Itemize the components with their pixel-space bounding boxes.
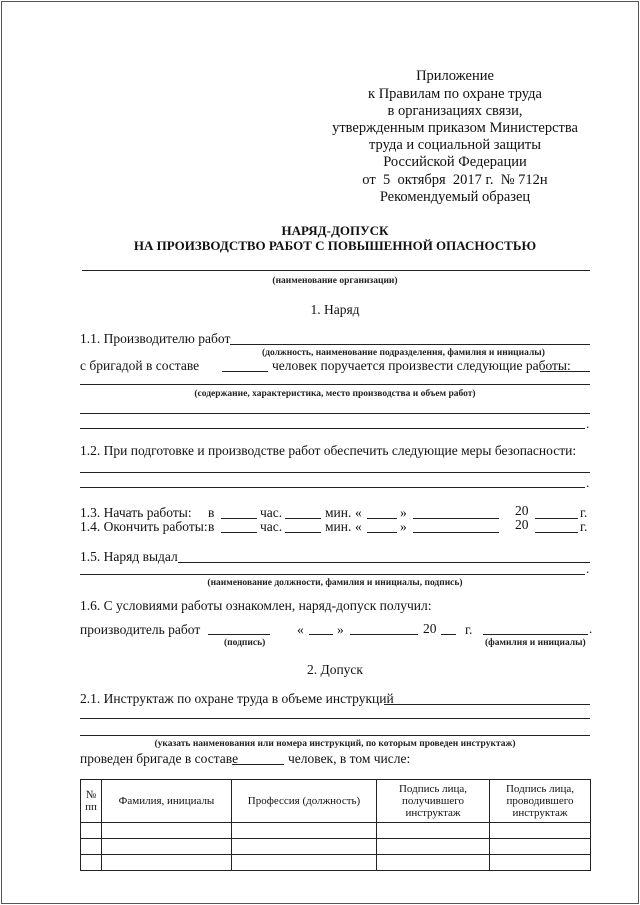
quote-close: » bbox=[400, 519, 407, 534]
p1-1-label: 1.1. Производителю работ bbox=[80, 331, 231, 346]
cell[interactable] bbox=[232, 839, 377, 855]
issued-by-caption: (наименование должности, фамилия и инициалы, подпись) bbox=[207, 578, 463, 588]
quote-close: » bbox=[400, 505, 407, 520]
start-month-field[interactable] bbox=[413, 518, 499, 519]
appendix-line: Приложение bbox=[416, 68, 494, 84]
section2-heading: 2. Допуск bbox=[307, 662, 363, 677]
period: . bbox=[586, 561, 590, 576]
cell[interactable] bbox=[102, 823, 232, 839]
p1-2-label: 1.2. При подготовке и производстве работ обеспечить следующие меры безопасности: bbox=[80, 443, 577, 458]
cell[interactable] bbox=[490, 855, 591, 871]
cell[interactable] bbox=[232, 855, 377, 871]
brigade-text: человек поручается произвести следующие работы: bbox=[272, 358, 571, 373]
table-row bbox=[81, 823, 591, 839]
p1-3-label: 1.3. Начать работы: bbox=[80, 505, 192, 520]
org-caption: (наименование организации) bbox=[272, 276, 398, 286]
period: . bbox=[586, 416, 590, 431]
cell[interactable] bbox=[102, 855, 232, 871]
col-received-signature: Подпись лица, получившего инструктаж bbox=[377, 780, 490, 823]
work-caption: (содержание, характеристика, место производства и объем работ) bbox=[194, 389, 476, 399]
name-caption: (фамилия и инициалы) bbox=[485, 638, 586, 648]
appendix-line: утвержденным приказом Министерства bbox=[332, 120, 578, 136]
cell[interactable] bbox=[490, 823, 591, 839]
receipt-month-field[interactable] bbox=[350, 634, 418, 635]
end-month-field[interactable] bbox=[413, 532, 499, 533]
form-subtitle: НА ПРОИЗВОДСТВО РАБОТ С ПОВЫШЕННОЙ ОПАСНОСТЬЮ bbox=[133, 238, 537, 253]
receipt-year-field[interactable] bbox=[441, 634, 456, 635]
cell[interactable] bbox=[81, 855, 102, 871]
p1-5-label: 1.5. Наряд выдал bbox=[80, 549, 178, 564]
cell[interactable] bbox=[377, 823, 490, 839]
col-profession: Профессия (должность) bbox=[232, 780, 377, 823]
p1-4-label: 1.4. Окончить работы: bbox=[80, 519, 208, 534]
issued-by-field-2[interactable] bbox=[80, 574, 585, 575]
producer-label: производитель работ bbox=[80, 622, 201, 637]
p2-1-label: 2.1. Инструктаж по охране труда в объеме инструкций bbox=[80, 691, 394, 706]
cell[interactable] bbox=[102, 839, 232, 855]
work-field[interactable] bbox=[540, 371, 590, 372]
period: . bbox=[586, 475, 590, 490]
end-day-field[interactable] bbox=[367, 532, 397, 533]
cell[interactable] bbox=[377, 839, 490, 855]
year-suffix: г. bbox=[580, 505, 588, 520]
work-field-2[interactable] bbox=[80, 384, 590, 385]
receiver-name-field[interactable] bbox=[483, 634, 588, 635]
year-suffix: г. bbox=[580, 519, 588, 534]
appendix-line: труда и социальной защиты bbox=[369, 137, 541, 153]
brigade2-text: человек, в том числе: bbox=[288, 751, 411, 766]
cell[interactable] bbox=[81, 823, 102, 839]
quote-close: » bbox=[337, 622, 344, 637]
col-number: № пп bbox=[81, 780, 102, 823]
cell[interactable] bbox=[490, 839, 591, 855]
signature-field[interactable] bbox=[208, 634, 270, 635]
producer-field[interactable] bbox=[230, 344, 590, 345]
receipt-day-field[interactable] bbox=[309, 634, 333, 635]
end-min-field[interactable] bbox=[285, 532, 321, 533]
col-name: Фамилия, инициалы bbox=[102, 780, 232, 823]
cell[interactable] bbox=[81, 839, 102, 855]
cell[interactable] bbox=[232, 823, 377, 839]
issued-by-field[interactable] bbox=[178, 562, 590, 563]
table-row bbox=[81, 839, 591, 855]
minutes-label: мин. bbox=[325, 519, 352, 534]
start-hour-field[interactable] bbox=[221, 518, 257, 519]
quote-open: « bbox=[297, 622, 304, 637]
hours-label: час. bbox=[260, 505, 283, 520]
appendix-line: в организациях связи, bbox=[387, 103, 523, 119]
hours-label: час. bbox=[260, 519, 283, 534]
year-prefix: 20 bbox=[423, 621, 437, 636]
cell[interactable] bbox=[377, 855, 490, 871]
end-year-field[interactable] bbox=[535, 532, 578, 533]
appendix-line: Российской Федерации bbox=[383, 154, 527, 170]
end-hour-field[interactable] bbox=[221, 532, 257, 533]
v-label: в bbox=[208, 519, 215, 534]
year-suffix: г. bbox=[465, 622, 473, 637]
year-prefix: 20 bbox=[515, 503, 529, 518]
briefing-table bbox=[80, 779, 591, 871]
safety-field[interactable] bbox=[80, 472, 590, 473]
start-year-field[interactable] bbox=[535, 518, 578, 519]
org-field[interactable] bbox=[82, 270, 590, 271]
work-field-3[interactable] bbox=[80, 413, 590, 414]
minutes-label: мин. bbox=[325, 505, 352, 520]
table-row bbox=[81, 855, 591, 871]
col-conducted-signature: Подпись лица, проводившего инструктаж bbox=[490, 780, 591, 823]
form-title: НАРЯД-ДОПУСК bbox=[281, 223, 389, 238]
start-day-field[interactable] bbox=[367, 518, 397, 519]
producer-caption: (должность, наименование подразделения, фамилия и инициалы) bbox=[262, 348, 545, 358]
appendix-line: Рекомендуемый образец bbox=[379, 189, 531, 205]
period: . bbox=[589, 621, 593, 636]
brigade2-label: проведен бригаде в составе bbox=[80, 751, 239, 766]
brigade2-size-field[interactable] bbox=[232, 764, 284, 765]
table-header-row bbox=[81, 780, 591, 823]
brigade-size-field[interactable] bbox=[222, 371, 268, 372]
p1-6-label: 1.6. С условиями работы ознакомлен, наряд-допуск получил: bbox=[80, 598, 432, 613]
appendix-line: к Правилам по охране труда bbox=[368, 86, 542, 102]
instructions-field-3[interactable] bbox=[80, 735, 590, 736]
signature-caption: (подпись) bbox=[224, 638, 266, 648]
v-label: в bbox=[208, 505, 215, 520]
quote-open: « bbox=[355, 505, 362, 520]
work-field-4[interactable] bbox=[80, 428, 585, 429]
start-min-field[interactable] bbox=[285, 518, 321, 519]
brigade-label: с бригадой в составе bbox=[80, 358, 200, 373]
instructions-field-2[interactable] bbox=[80, 718, 590, 719]
instructions-caption: (указать наименования или номера инструкций, по которым проведен инструктаж) bbox=[154, 739, 516, 749]
section1-heading: 1. Наряд bbox=[310, 302, 360, 317]
appendix-line: от 5 октября 2017 г. № 712н bbox=[362, 172, 548, 188]
safety-field-2[interactable] bbox=[80, 487, 585, 488]
quote-open: « bbox=[355, 519, 362, 534]
instructions-field[interactable] bbox=[384, 704, 590, 705]
year-prefix: 20 bbox=[515, 517, 529, 532]
